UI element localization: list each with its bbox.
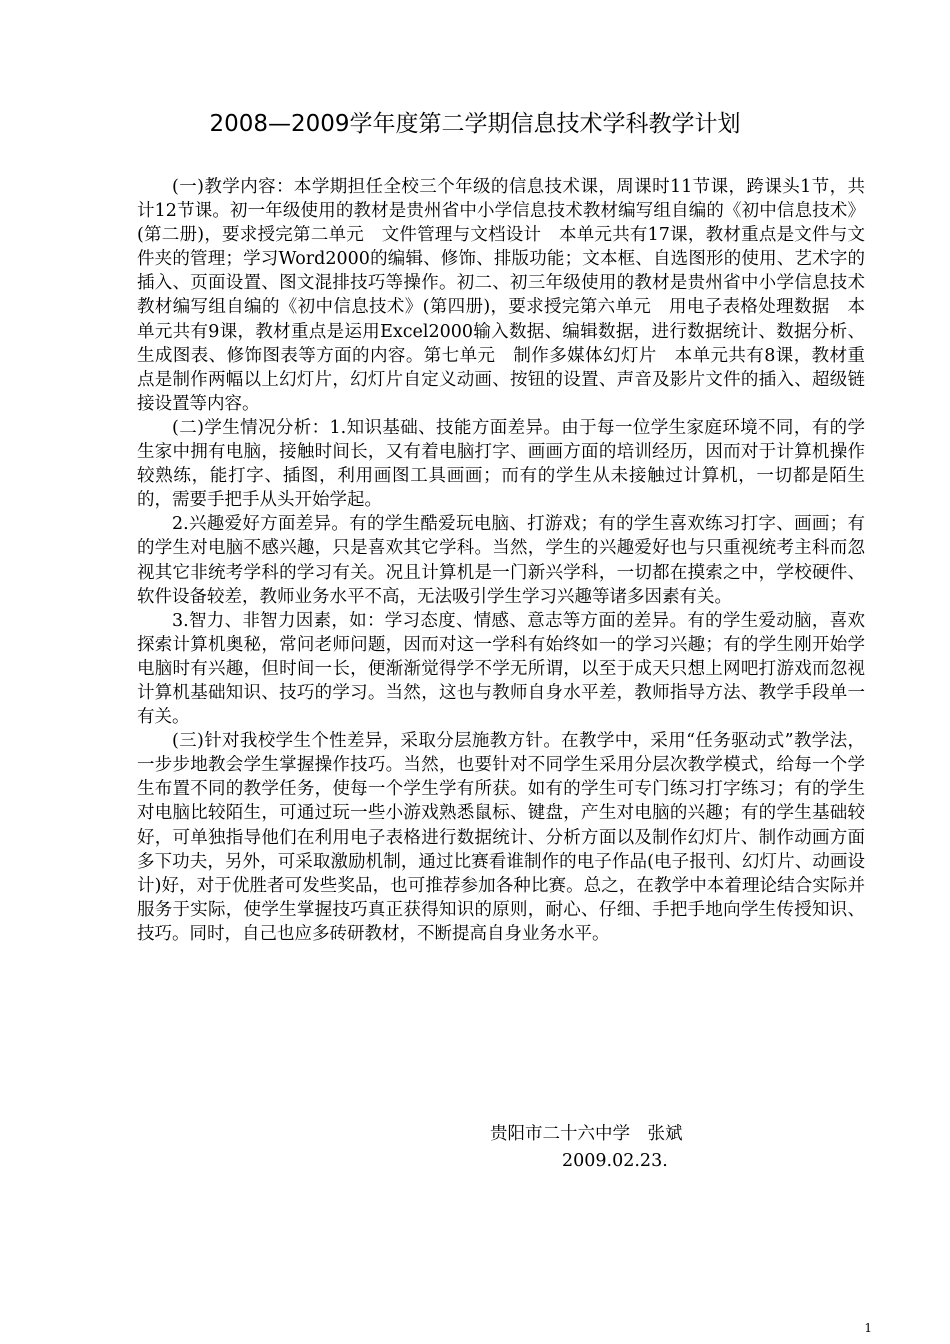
document-body (137, 175, 865, 946)
signature-author: 贵阳市二十六中学 张斌 (490, 1124, 683, 1144)
paragraph-student-analysis: (二)学生情况分析：1.知识基础、技能方面差异。由于每一位学生家庭环境不同，有的学生家中拥有电脑，接触时间长，又有着电脑打字、画画方面的培训经历，因而对于计算机操作较熟练，能打字、插图，利用画图工具画画；而有的学生从未接触过计算机，一切都是陌生的，需要手把手从头开始学起。 (137, 417, 865, 511)
document-title: 2008—2009学年度第二学期信息技术学科教学计划 (209, 111, 741, 137)
paragraph-intelligence-factors: 3.智力、非智力因素，如：学习态度、情感、意志等方面的差异。有的学生爱动脑，喜欢探索计算机奥秘，常问老师问题，因而对这一学科有始终如一的学习兴趣；有的学生刚开始学电脑时有兴趣，但时间一长，便渐渐觉得学不学无所谓，以至于成天只想上网吧打游戏而忽视计算机基础知识、技巧的学习。当然，这也与教师自身水平差，教师指导方法、教学手段单一有关。 (137, 610, 865, 728)
signature-date: 2009.02.23. (562, 1151, 668, 1171)
paragraph-interest-differences: 2.兴趣爱好方面差异。有的学生酷爱玩电脑、打游戏；有的学生喜欢练习打字、画画；有的学生对电脑不感兴趣，只是喜欢其它学科。当然，学生的兴趣爱好也与只重视统考主科而忽视其它非统考学科的学习有关。况且计算机是一门新兴学科，一切都在摸索之中，学校硬件、软件设备较差，教师业务水平不高，无法吸引学生学习兴趣等诸多因素有关。 (137, 514, 865, 607)
page-number: 1 (864, 1321, 872, 1335)
paragraph-teaching-content: (一)教学内容：本学期担任全校三个年级的信息技术课，周课时11节课，跨课头1节，共计12节课。初一年级使用的教材是贵州省中小学信息技术教材编写组自编的《初中信息技术》(第二册)，要求授完第二单元 文件管理与文档设计 本单元共有17课，教材重点是文件与文件夹的管理；学习Word2000的编辑、修饰、排版功能；文本框、自选图形的使用、艺术字的插入、页面设置、图文混排技巧等操作。初二、初三年级使用的教材是贵州省中小学信息技术教材编写组自编的《初中信息技术》(第四册)，要求授完第六单元 用电子表格处理数据 本单元共有9课，教材重点是运用Excel2000输入数据、编辑数据，进行数据统计、数据分析、生成图表、修饰图表等方面的内容。第七单元 制作多媒体幻灯片 本单元共有8课，教材重点是制作两幅以上幻灯片，幻灯片自定义动画、按钮的设置、声音及影片文件的插入、超级链接设置等内容。 (137, 177, 865, 414)
signature-block (490, 1121, 810, 1175)
paragraph-teaching-strategy: (三)针对我校学生个性差异，采取分层施教方针。在教学中，采用“任务驱动式”教学法，一步步地教会学生掌握操作技巧。当然，也要针对不同学生采用分层次教学模式，给每一个学生布置不同的教学任务，使每一个学生学有所获。如有的学生可专门练习打字练习；有的学生对电脑比较陌生，可通过玩一些小游戏熟悉鼠标、键盘，产生对电脑的兴趣；有的学生基础较好，可单独指导他们在利用电子表格进行数据统计、分析方面以及制作幻灯片、制作动画方面多下功夫，另外，可采取激励机制，通过比赛看谁制作的电子作品(电子报刊、幻灯片、动画设计)好，对于优胜者可发些奖品，也可推荐参加各种比赛。总之，在教学中本着理论结合实际并服务于实际，使学生掌握技巧真正获得知识的原则，耐心、仔细、手把手地向学生传授知识、技巧。同时，自己也应多砖研教材，不断提高自身业务水平。 (137, 731, 865, 944)
